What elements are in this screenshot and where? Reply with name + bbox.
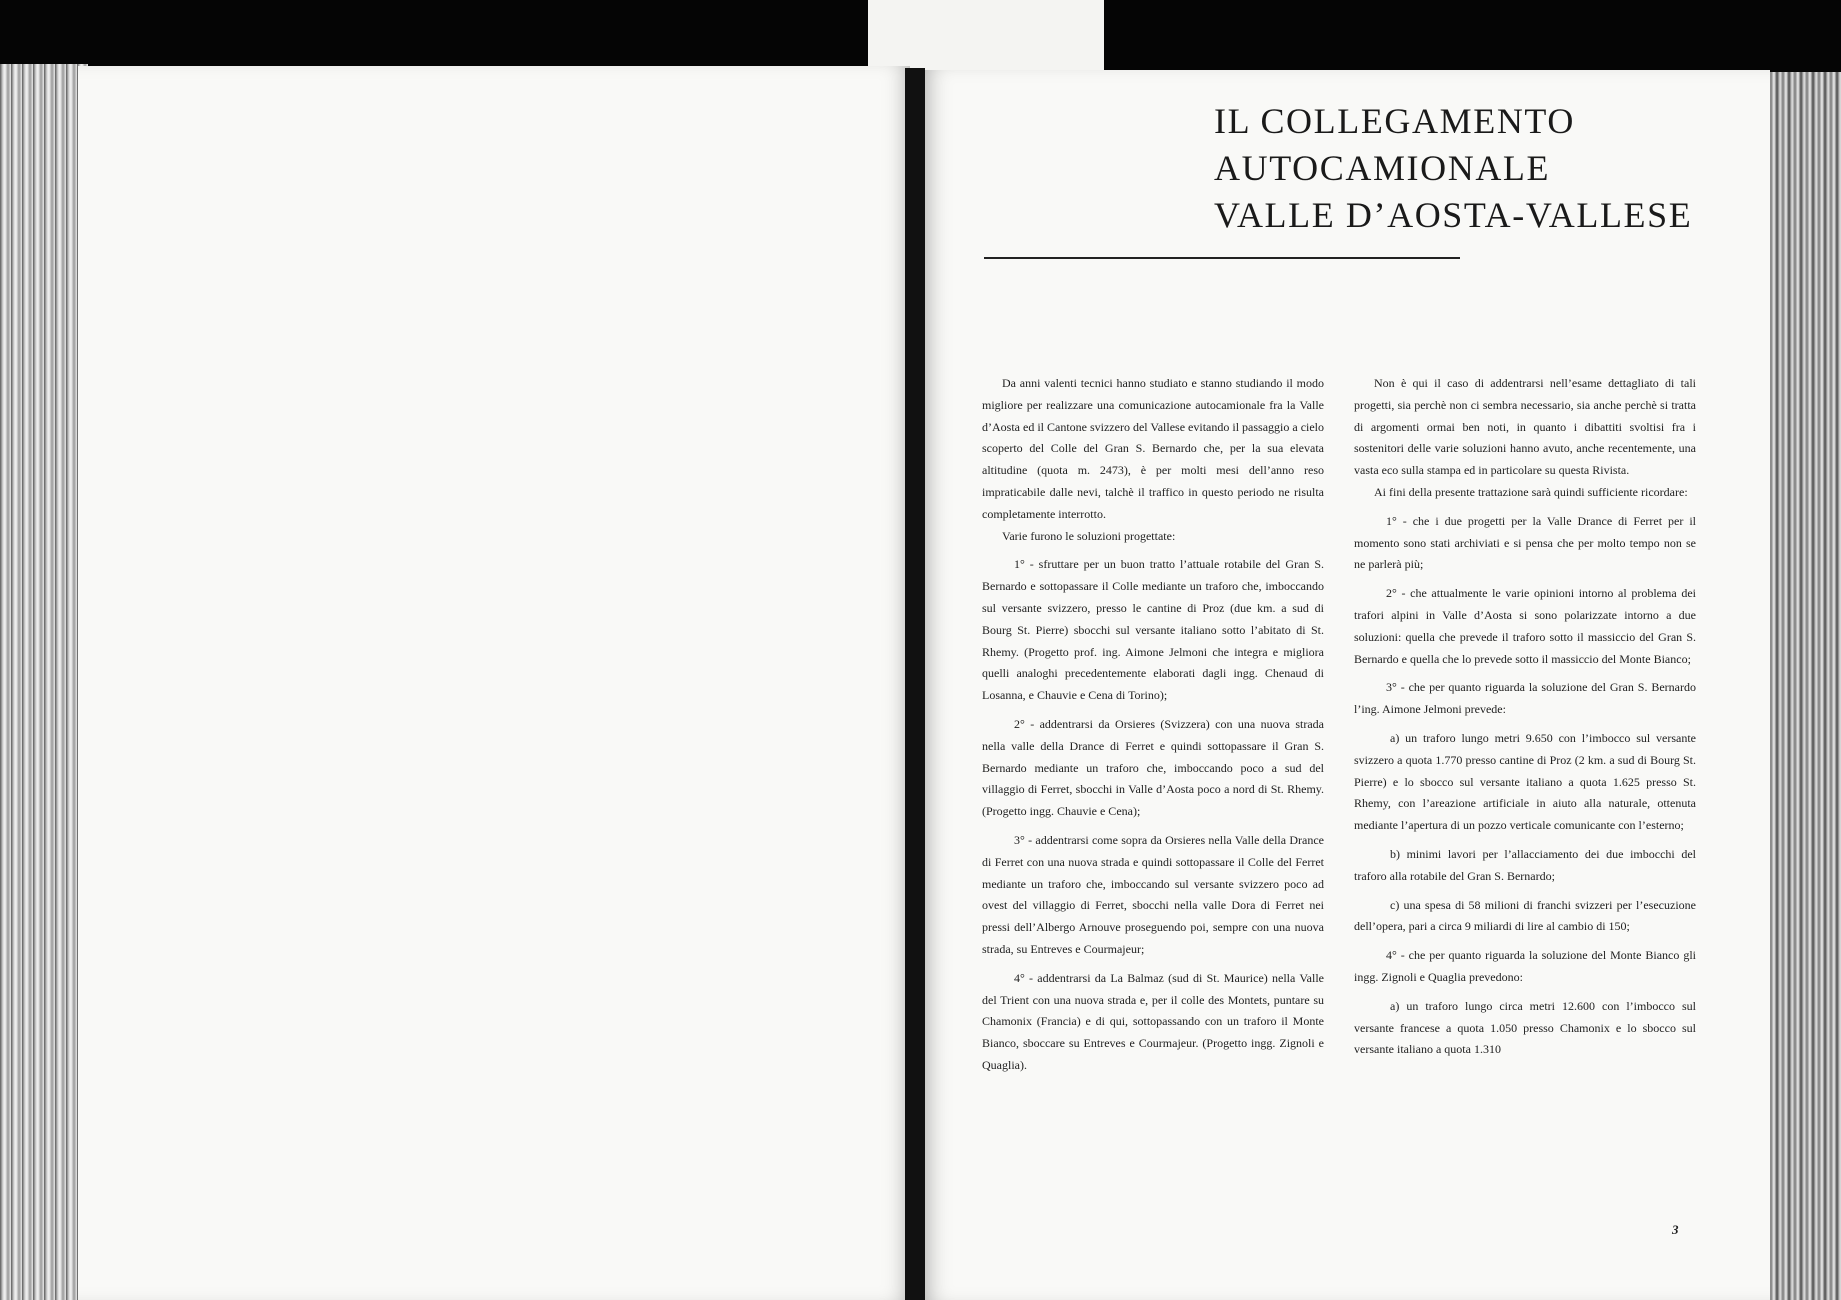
list-item: 3° - addentrarsi come sopra da Orsieres nella Valle della Drance di Ferret con una nuova strada e quindi sottopassare il Colle del Ferret mediante un traforo che, imboccando sul versante svizzero poco ad ovest del villaggio di Ferret, sbocchi nella valle Dora di Ferret nei pressi dell’Albergo Arnouve proseguendo poi, sempre con una nuova strada, su Entreves e Courmajeur; — [982, 832, 1324, 956]
text-column-right — [1354, 373, 1696, 1061]
article-title — [1214, 98, 1754, 239]
page-stack-left — [0, 64, 88, 1300]
list-item: 2° - che attualmente le varie opinioni intorno al problema dei trafori alpini in Valle d’Aosta si sono polarizzate intorno a due soluzioni: quella che prevede il traforo sotto il massiccio del Gran S. Bernardo e quella che lo prevede sotto il massiccio del Monte Bianco; — [1354, 586, 1696, 666]
text-column-left — [982, 373, 1324, 1077]
list-item: 1° - che i due progetti per la Valle Drance di Ferret per il momento sono stati archiviati e si pensa che per molto tempo non se ne parlerà più; — [1354, 513, 1696, 572]
title-rule — [984, 257, 1460, 259]
list-item: 4° - addentrarsi da La Balmaz (sud di St. Maurice) nella Valle del Trient con una nuova strada e, per il colle des Montets, puntare su Chamonix (Francia) e di qui, sottopassando con un traforo il Monte Bianco, sboccare su Entreves e Courmajeur. (Progetto ingg. Zignoli e Quaglia). — [982, 970, 1324, 1072]
page-stack-right — [1768, 72, 1841, 1300]
title-line: IL COLLEGAMENTO — [1214, 101, 1575, 141]
sub-item: a) un traforo lungo circa metri 12.600 con l’imbocco sul versante francese a quota 1.050 presso Chamonix e lo sbocco sul versante italiano a quota 1.310 — [1354, 998, 1696, 1057]
paragraph: Ai fini della presente trattazione sarà quindi sufficiente ricordare: — [1374, 484, 1688, 499]
list-item: 2° - addentrarsi da Orsieres (Svizzera) con una nuova strada nella valle della Drance di Ferret e quindi sottopassare il Gran S. Bernardo mediante un traforo che, imboccando poco a sud del villaggio di Ferret, sbocchi in Valle d’Aosta poco a nord di St. Rhemy. (Progetto ingg. Chauvie e Cena); — [982, 716, 1324, 819]
sub-item: c) una spesa di 58 milioni di franchi svizzeri per l’esecuzione dell’opera, pari a circa 9 miliardi di lire al cambio di 150; — [1354, 897, 1696, 934]
list-item: 3° - che per quanto riguarda la soluzione del Gran S. Bernardo l’ing. Aimone Jelmoni prevede: — [1354, 680, 1696, 717]
title-line: AUTOCAMIONALE — [1214, 148, 1551, 188]
list-item: 1° - sfruttare per un buon tratto l’attuale rotabile del Gran S. Bernardo e sottopassare il Colle mediante un traforo che, imboccando sul versante svizzero, presso le cantine di Proz (due km. a sud di Bourg St. Pierre) sbocchi sul versante italiano sotto l’abitato di St. Rhemy. (Progetto prof. ing. Aimone Jelmoni che integra e migliora quelli analoghi precedentemente elaborati dagli ingg. Chenaud di Losanna, e Chauvie e Cena di Torino); — [982, 557, 1324, 703]
blank-left-page — [78, 66, 910, 1300]
book-gutter — [905, 68, 925, 1300]
page-number: 3 — [1672, 1222, 1679, 1237]
sub-item: b) minimi lavori per l’allacciamento dei due imbocchi del traforo alla rotabile del Gran S. Bernardo; — [1354, 846, 1696, 883]
paragraph: Non è qui il caso di addentrarsi nell’esame dettagliato di tali progetti, sia perchè non ci sembra necessario, sia anche perchè si tratta di argomenti ormai ben noti, in quanto i dibattiti svoltisi fra i sostenitori delle varie soluzioni hanno avuto, anche recentemente, una vasta eco sulla stampa ed in particolare su questa Rivista. — [1354, 376, 1696, 478]
title-line: VALLE D’AOSTA-VALLESE — [1214, 195, 1693, 235]
paragraph: Varie furono le soluzioni progettate: — [1002, 528, 1176, 543]
list-item: 4° - che per quanto riguarda la soluzione del Monte Bianco gli ingg. Zignoli e Quaglia prevedono: — [1354, 948, 1696, 984]
paragraph: Da anni valenti tecnici hanno studiato e stanno studiando il modo migliore per realizzare una comunicazione autocamionale fra la Valle d’Aosta ed il Cantone svizzero del Vallese evitando il passaggio a cielo scoperto del Colle del Gran S. Bernardo che, per la sua elevata altitudine (quota m. 2473), è per molti mesi dell’anno reso impraticabile dalle nevi, talchè il traffico in questo periodo ne risulta completamente interrotto. — [982, 376, 1325, 521]
sub-item: a) un traforo lungo metri 9.650 con l’imbocco sul versante svizzero a quota 1.770 presso cantine di Proz (2 km. a sud di Bourg St. Pierre) e lo sbocco sul versante italiano a quota 1.625 presso St. Rhemy, con l’areazione artificiale in aiuto alla naturale, ottenuta mediante l’apertura di un pozzo verticale comunicante con l’esterno; — [1354, 730, 1696, 833]
